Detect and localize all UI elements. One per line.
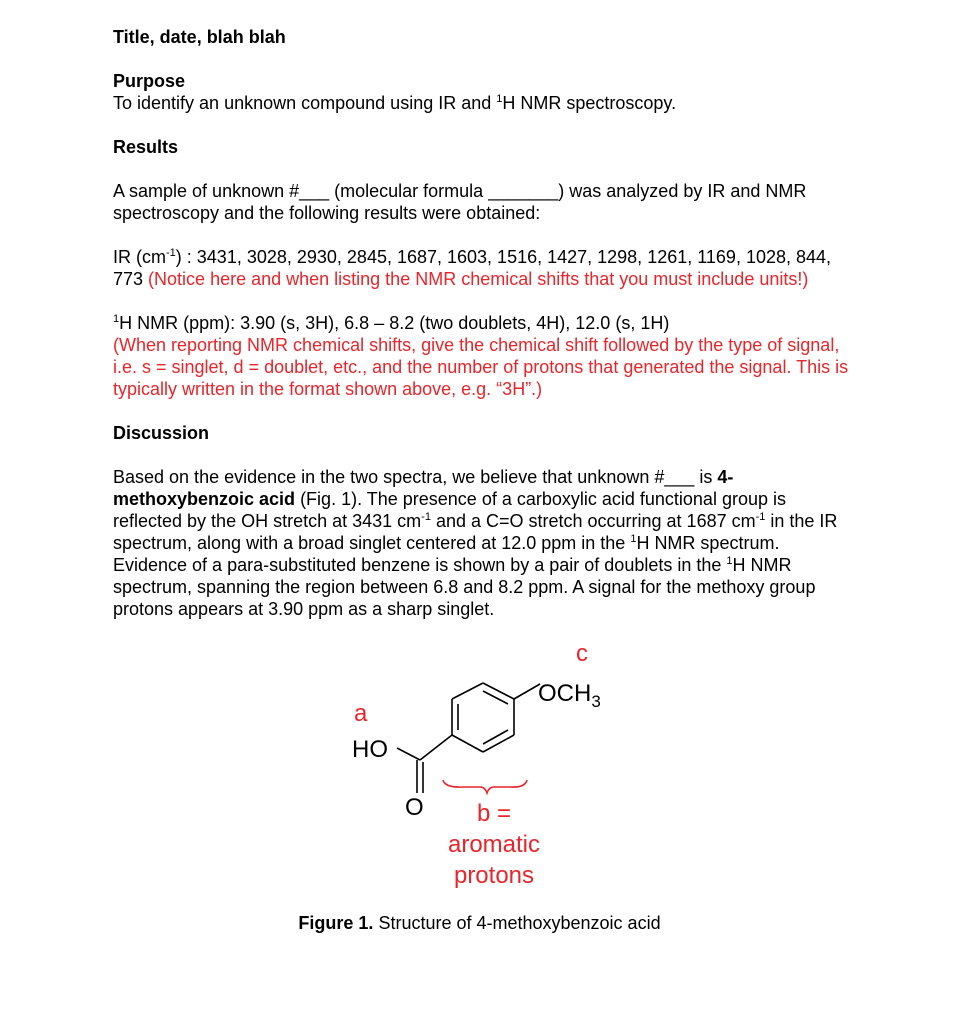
carbonyl-oxygen: O (405, 794, 424, 821)
hydroxyl-group: HO (352, 736, 388, 763)
sample-text: A sample of unknown #___ (molecular formula _______) was analyzed by IR and NMR spectroscopy and the following results were obtained: (113, 181, 807, 223)
figure-caption: Figure 1. Structure of 4-methoxybenzoic acid (298, 913, 661, 933)
results-heading: Results (113, 137, 179, 157)
ir-note: (Notice here and when listing the NMR chemical shifts that you must include units!) (148, 269, 809, 289)
benzene-ring (452, 683, 514, 752)
label-b: b = aromatic protons (447, 800, 541, 889)
purpose-text: To identify an unknown compound using IR and $^1$H NMR spectroscopy. (113, 93, 677, 113)
label-a: a (354, 700, 368, 727)
bonds (397, 684, 540, 793)
report-title: Title, date, blah blah (113, 27, 286, 47)
purpose-heading: Purpose (113, 71, 186, 91)
aromatic-brace (443, 780, 527, 793)
document-body (113, 26, 853, 620)
structure-figure (0, 640, 959, 950)
methoxy-group: $OCH_3$ (538, 680, 601, 711)
label-c: c (576, 640, 588, 667)
discussion-text: Based on the evidence in the two spectra, we believe that unknown #___ is 4-methoxybenzoic acid (Fig. 1). The presence of a carboxylic acid functional group is reflected by the OH stretch at 3431 $cm^{-1}$ and a C=O stretch occurring at 1687 $cm^{-1}$ in the IR spectrum, along with a broad singlet centered at 12.0 ppm in the $^1$H NMR spectrum. Evidence of a para-substituted benzene is shown by a pair of doublets in the $^1$H NMR spectrum, spanning the region between 6.8 and 8.2 ppm. A signal for the methoxy group protons appears at 3.90 ppm as a sharp singlet. (113, 467, 838, 619)
nmr-results: $^1$H NMR (ppm): 3.90 (s, 3H), 6.8 – 8.2 (two doublets, 4H), 12.0 (s, 1H) (113, 313, 670, 333)
nmr-note: (When reporting NMR chemical shifts, give the chemical shift followed by the type of signal, i.e. s = singlet, d = doublet, etc., and the number of protons that generated the signal. This is typically written in the format shown above, e.g. “3H”.) (113, 335, 849, 399)
discussion-heading: Discussion (113, 423, 210, 443)
ir-results: IR $(cm^{-1})$ : 3431, 3028, 2930, 2845, 1687, 1603, 1516, 1427, 1298, 1261, 1169, 1028, 844, 773 (Notice here and when listing the NMR chemical shifts that you must include units!) (113, 247, 832, 289)
